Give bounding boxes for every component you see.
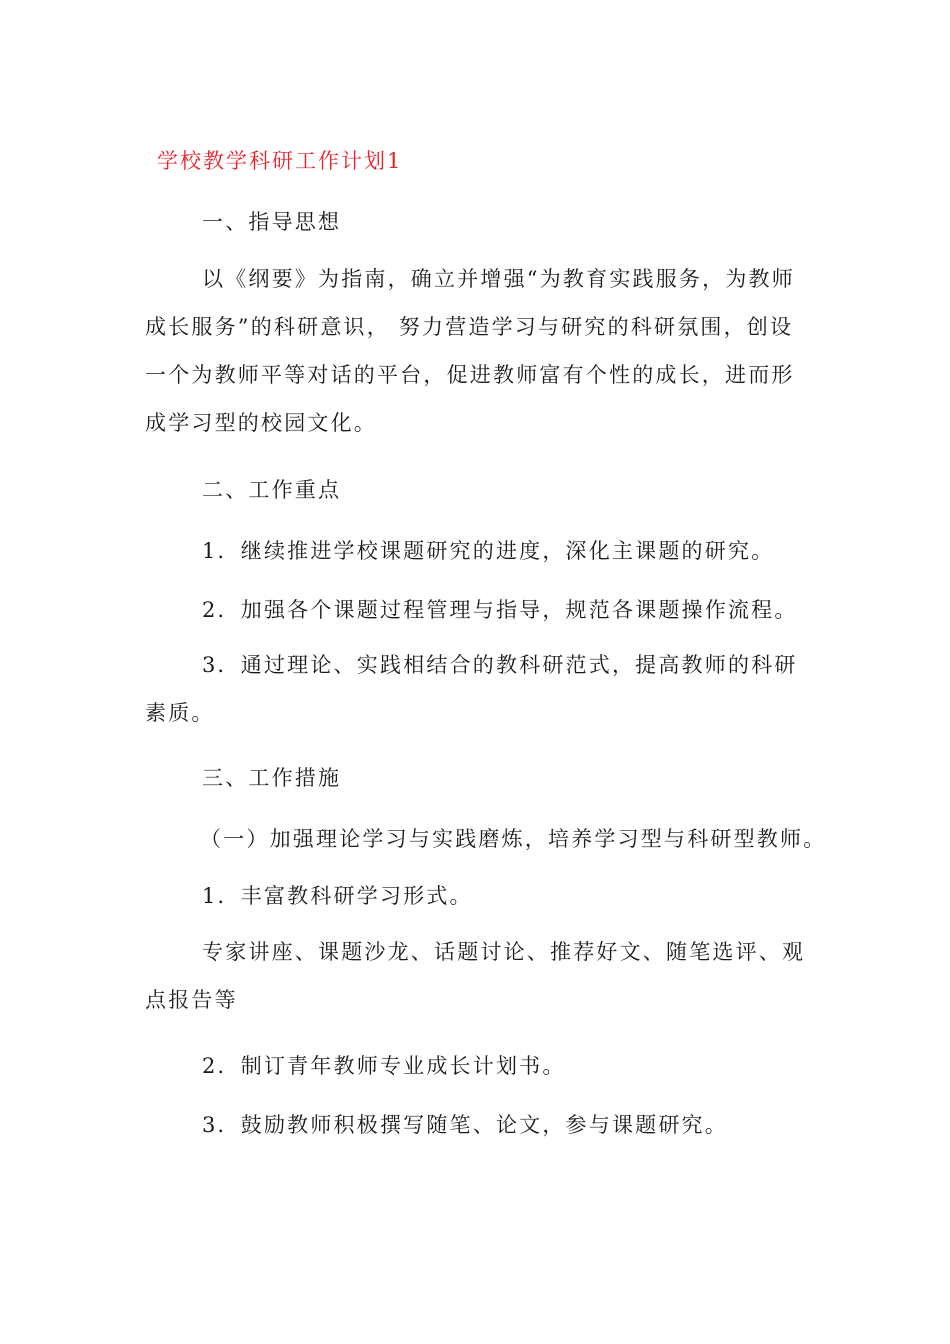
guiding-thought-paragraph: 以《纲要》为指南，确立并增强“为教育实践服务，为教师成长服务”的科研意识， 努力营造学习与研究的科研氛围，创设一个为教师平等对话的平台，促进教师富有个性的成长，进而形成学习型的校园文化。 xyxy=(145,267,795,435)
section-heading-work-focus: 二、工作重点 xyxy=(202,478,342,502)
document-title: 学校教学科研工作计划1 xyxy=(157,149,403,173)
measure-item-1-detail: 专家讲座、课题沙龙、话题讨论、推荐好文、随笔选评、观点报告等 xyxy=(145,940,806,1012)
focus-item-3: 3．通过理论、实践相结合的教科研范式，提高教师的科研素质。 xyxy=(145,653,798,725)
section-heading-guiding-thought: 一、指导思想 xyxy=(202,210,342,234)
measure-item-3: 3．鼓励教师积极撰写随笔、论文，参与课题研究。 xyxy=(202,1113,728,1137)
section-heading-work-measures: 三、工作措施 xyxy=(202,766,342,790)
measure-item-1: 1．丰富教科研学习形式。 xyxy=(202,884,473,908)
measure-subheading-1: （一）加强理论学习与实践磨炼，培养学习型与科研型教师。 xyxy=(200,827,827,851)
focus-item-1: 1．继续推进学校课题研究的进度，深化主课题的研究。 xyxy=(202,539,775,563)
focus-item-2: 2．加强各个课题过程管理与指导，规范各课题操作流程。 xyxy=(202,598,798,622)
measure-item-2: 2．制订青年教师专业成长计划书。 xyxy=(202,1054,566,1078)
